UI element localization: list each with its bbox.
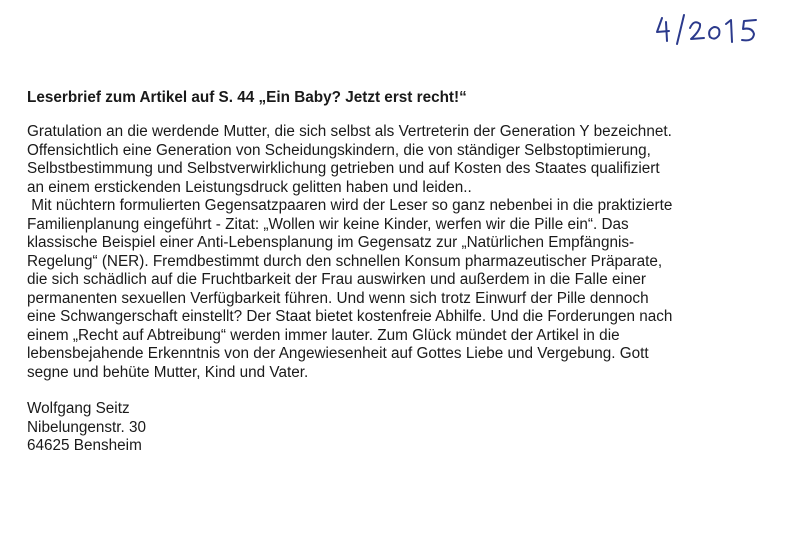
body-line: Offensichtlich eine Generation von Scheidungskindern, die von ständiger Selbstoptimierung,: [27, 141, 651, 159]
body-line: Familienplanung eingeführt - Zitat: „Wollen wir keine Kinder, werfen wir die Pille ein“. Das: [27, 215, 629, 233]
signature-city: 64625 Bensheim: [27, 437, 142, 454]
body-line: Mit nüchtern formulierten Gegensatzpaaren wird der Leser so ganz nebenbei in die praktizierte: [27, 197, 673, 214]
handwritten-date-note: [652, 8, 772, 48]
body-line: permanenten sexuellen Verfügbarkeit führen. Und wenn sich trotz Einwurf der Pille dennoch: [27, 289, 649, 307]
letter-body: [27, 123, 792, 382]
body-line: klassische Beispiel einer Anti-Lebensplanung im Gegensatz zur „Natürlichen Empfängnis-: [27, 234, 635, 251]
body-line: an einem erstickenden Leistungsdruck gelitten haben und leiden..: [27, 178, 472, 196]
signature-block: [27, 400, 792, 456]
signature-name: Wolfgang Seitz: [27, 400, 130, 417]
handwritten-date-drawing: [652, 8, 772, 48]
reader-letter: [27, 88, 792, 456]
body-line: Regelung“ (NER). Fremdbestimmt durch den schnellen Konsum pharmazeutischer Präparate,: [27, 252, 663, 270]
body-line: eine Schwangerschaft einstellt? Der Staat bietet kostenfreie Abhilfe. Und die Forderungen nach: [27, 308, 673, 325]
body-line: segne und behüte Mutter, Kind und Vater.: [27, 363, 309, 381]
body-line: die sich schädlich auf die Fruchtbarkeit der Frau auswirken und außerdem in die Falle einer: [27, 271, 646, 288]
body-line: Selbstbestimmung und Selbstverwirklichung getrieben und auf Kosten des Staates qualifiziert: [27, 160, 660, 177]
body-line: lebensbejahende Erkenntnis von der Angewiesenheit auf Gottes Liebe und Vergebung. Gott: [27, 345, 649, 362]
body-line: Gratulation an die werdende Mutter, die sich selbst als Vertreterin der Generation Y bezeichnet.: [27, 123, 672, 140]
letter-heading: Leserbrief zum Artikel auf S. 44 „Ein Baby? Jetzt erst recht!“: [27, 89, 467, 106]
signature-street: Nibelungenstr. 30: [27, 418, 147, 436]
body-line: einem „Recht auf Abtreibung“ werden immer lauter. Zum Glück mündet der Artikel in die: [27, 326, 620, 344]
